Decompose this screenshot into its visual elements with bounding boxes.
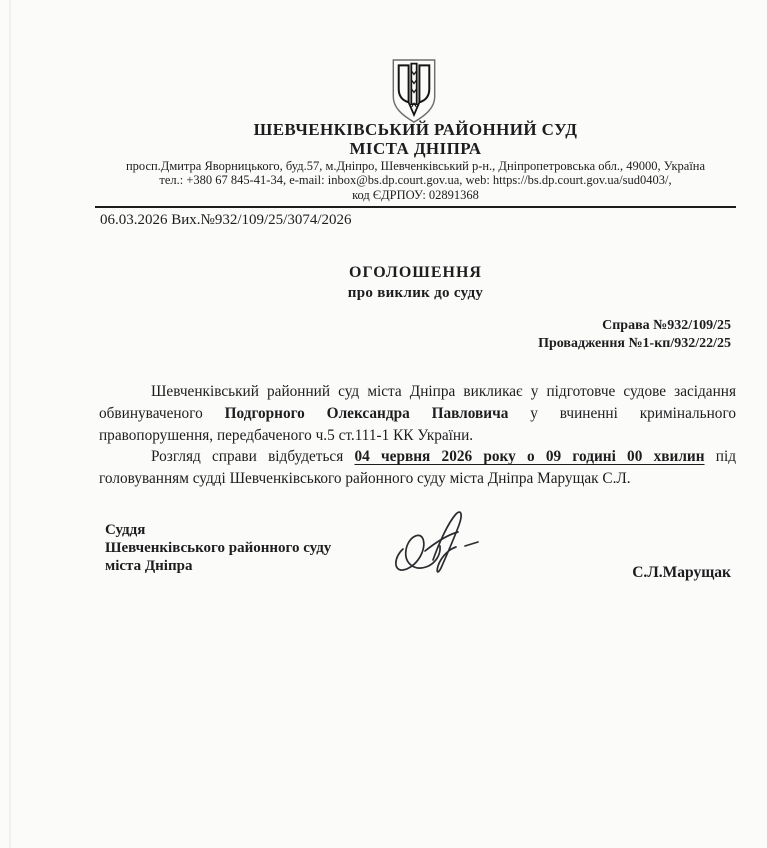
- court-edrpou: код ЄДРПОУ: 02891368: [352, 187, 479, 202]
- document-title: ОГОЛОШЕННЯ: [349, 264, 482, 281]
- hearing-text-start: Розгляд справи відбудеться: [151, 448, 355, 466]
- judge-role-line1: Суддя: [105, 522, 146, 538]
- judge-name: С.Л.Марущак: [632, 564, 731, 581]
- accused-name: Подгорного Олександра Павловича: [224, 404, 509, 422]
- proceeding-number: Провадження №1-кп/932/22/25: [538, 335, 731, 351]
- document-body: [99, 381, 736, 490]
- summons-text-start: Шевченківський районний суд міста Дніпра викликає у підготовче судове засідання обвинуваченого: [99, 383, 736, 422]
- summons-paragraph: [99, 381, 736, 446]
- handwritten-signature-icon: [381, 505, 483, 591]
- court-name-line1: ШЕВЧЕНКІВСЬКИЙ РАЙОННИЙ СУД: [253, 120, 578, 139]
- judge-role-line2: Шевченківського районного суду: [105, 540, 332, 556]
- header-divider: [95, 206, 736, 208]
- ukraine-trident-emblem-icon: [387, 57, 441, 126]
- scan-edge-artifact: [9, 0, 11, 848]
- judge-role-line3: міста Дніпра: [105, 558, 193, 574]
- case-number: Справа №932/109/25: [602, 318, 731, 333]
- document-subtitle: про виклик до суду: [347, 285, 484, 301]
- signature-block: [99, 521, 736, 596]
- summons-text-end: у вчиненні кримінального правопорушення, передбаченого ч.5 ст.111-1 КК України.: [99, 404, 737, 444]
- court-address: просп.Дмитра Яворницького, буд.57, м.Дніпро, Шевченківський р-н., Дніпропетровська обл., 49000, Україна: [125, 159, 706, 173]
- hearing-datetime: 04 червня 2026 року о 09 годині 00 хвилин: [354, 448, 705, 466]
- hearing-text-end: під головуванням судді Шевченківського районного суду міста Дніпра Марущак С.Л.: [99, 448, 736, 488]
- court-contacts: тел.: +380 67 845-41-34, e-mail: inbox@bs.dp.court.gov.ua, web: https://bs.dp.court.gov.ua/sud0403/,: [159, 173, 672, 188]
- outgoing-reference: 06.03.2026 Вих.№932/109/25/3074/2026: [100, 212, 352, 228]
- court-name-line2: МІСТА ДНІПРА: [349, 138, 482, 158]
- hearing-paragraph: [99, 446, 736, 490]
- judge-role: [105, 521, 331, 575]
